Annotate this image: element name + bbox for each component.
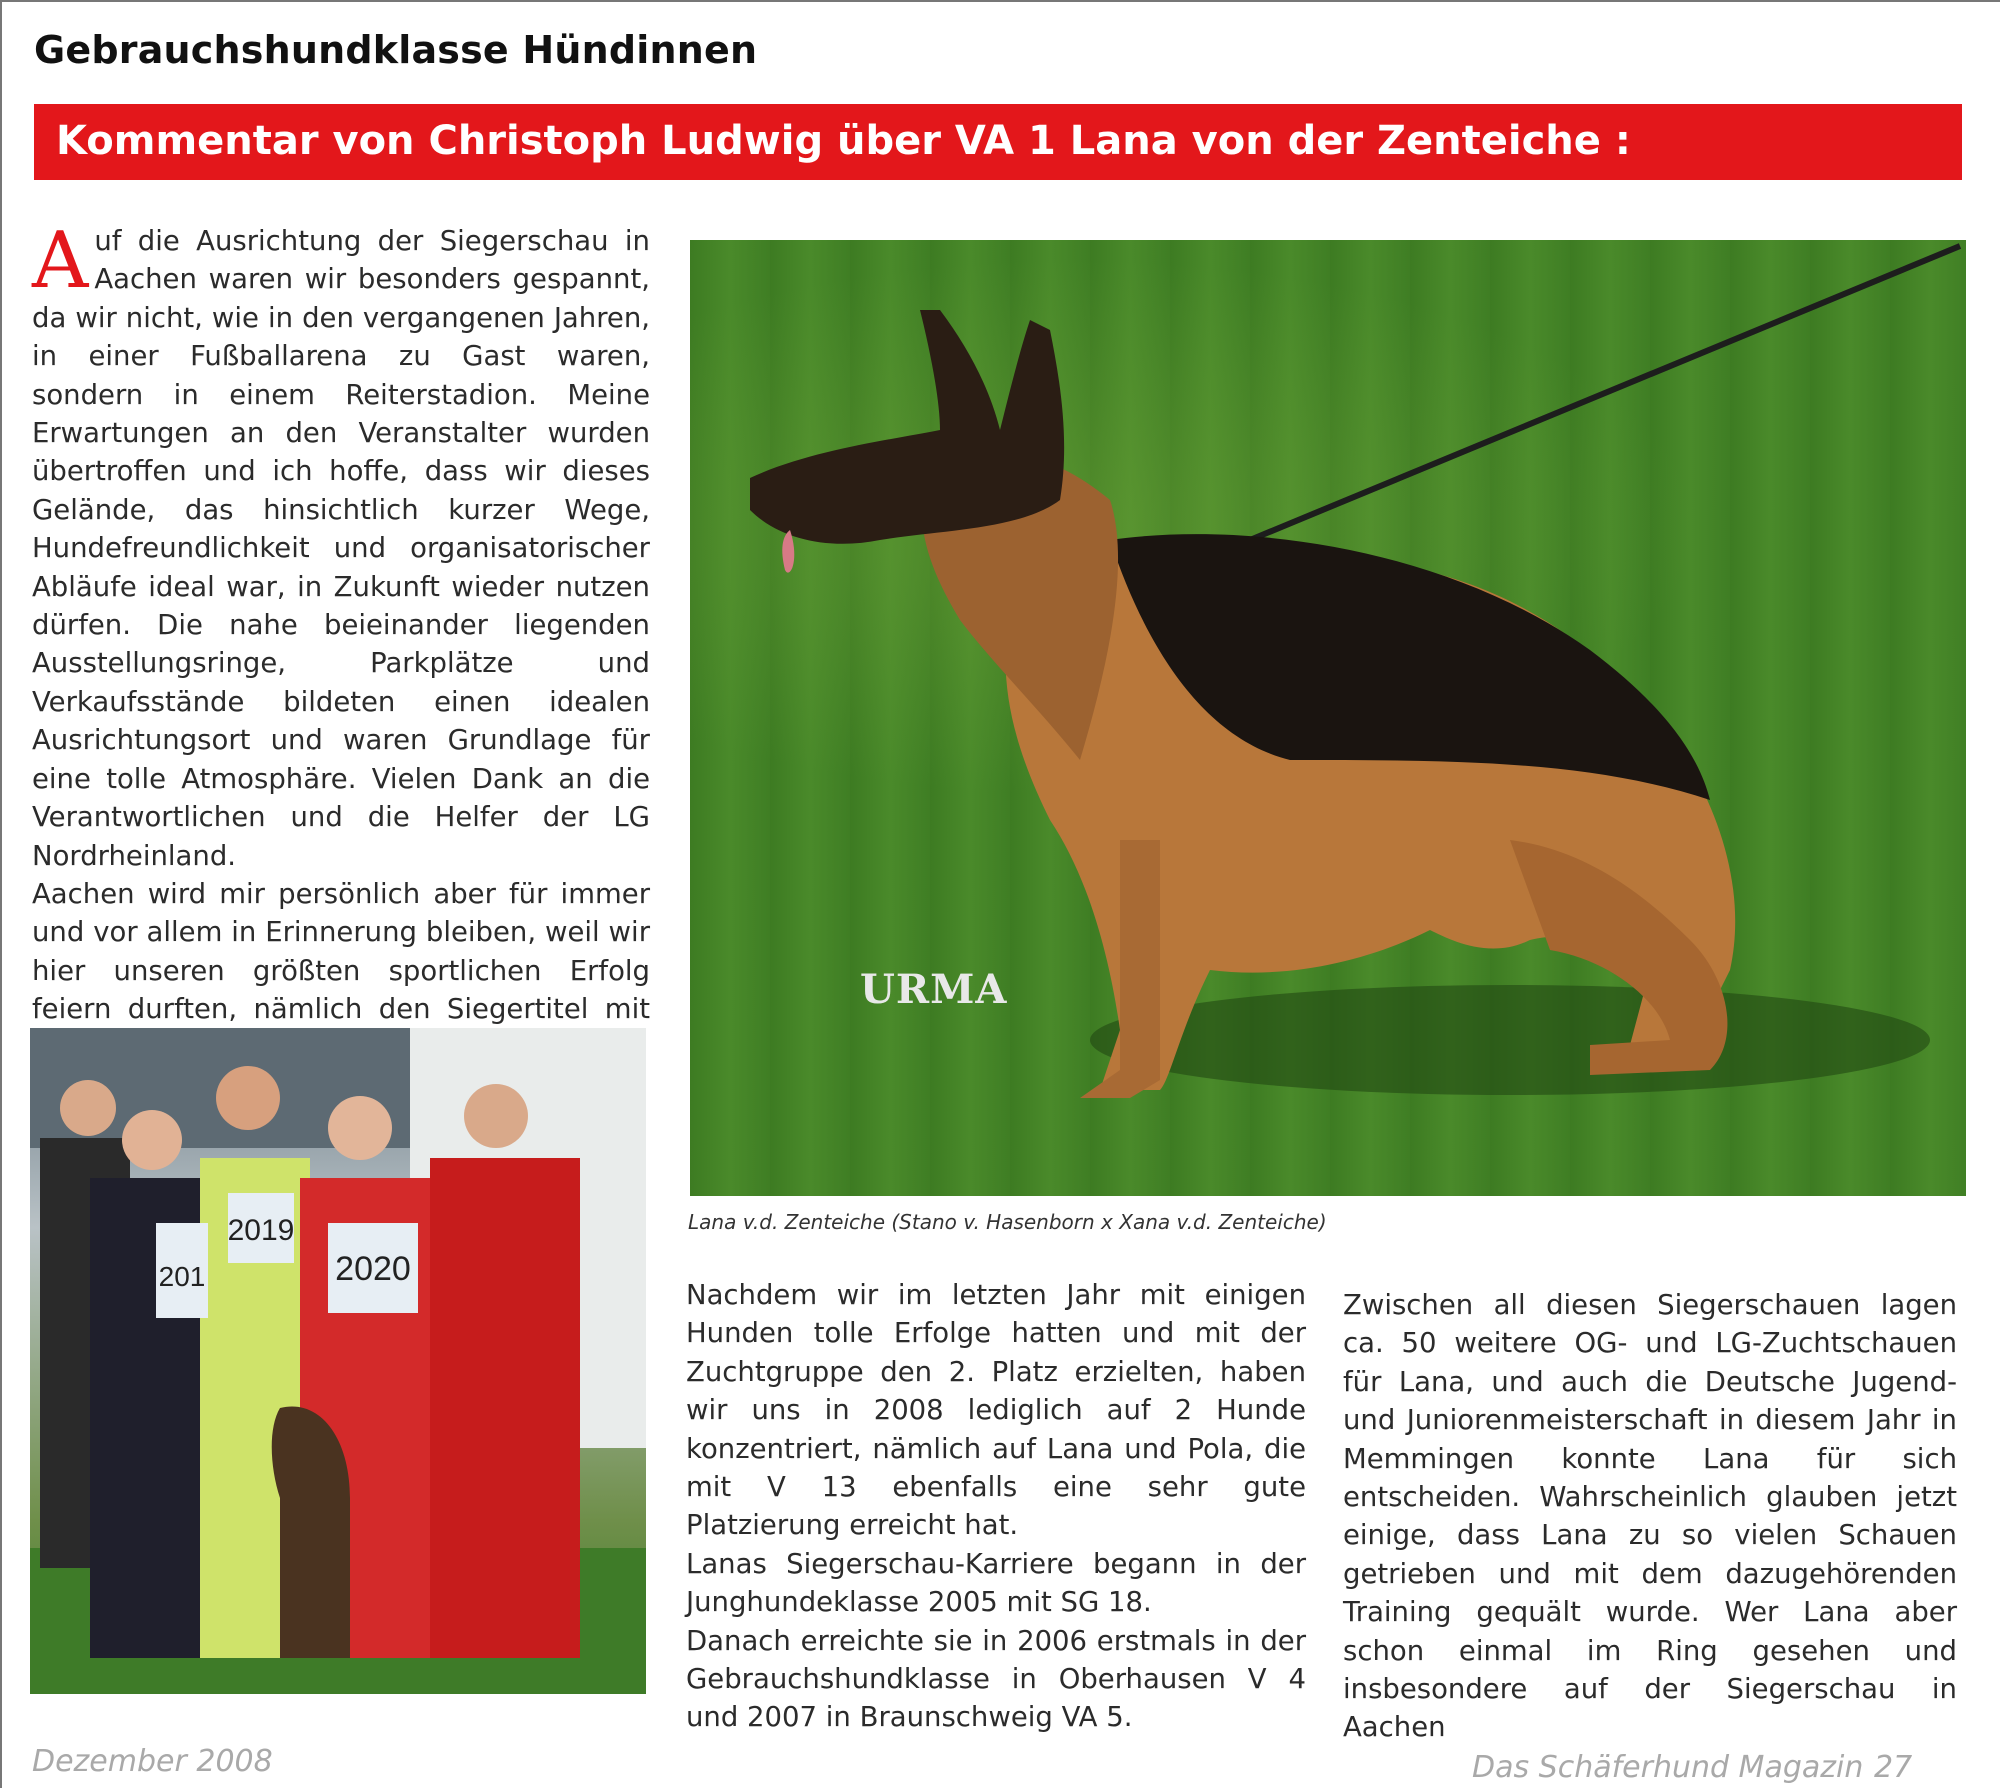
comment-banner [34,104,1962,180]
person-5 [430,1158,580,1658]
bib-201-number: 201 [158,1261,206,1292]
person-2-head [122,1110,182,1170]
middle-paragraph-3: Danach erreichte sie in 2006 erstmals in der Gebrauchshundklasse in Oberhausen V 4 und 2007 in Braunschweig VA 5. [686,1624,1306,1734]
right-paragraph-1: Zwischen all diesen Siegerschauen lagen ca. 50 weitere OG- und LG-Zuchtschauen für Lana, und auch die Deutsche Jugend- und Juniorenmeisterschaft in diesem Jahr in Memmingen konnte Lana für sich entscheiden. Wahrscheinlich glauben jetzt einige, dass Lana zu so vielen Schauen getrieben und mit dem dazugehörenden Training gequält wurde. Wer Lana aber schon einmal im Ring gesehen und insbesondere auf der Siegerschau in Aachen [1343,1289,1957,1744]
middle-paragraph-1: Nachdem wir im letzten Jahr mit einigen Hunden tolle Erfolge hatten und mit der Zuchtgruppe den 2. Platz erzielten, haben wir uns in 2008 lediglich auf 2 Hunde konzentriert, nämlich auf Lana und Pola, die mit V 13 ebenfalls eine sehr gute Platzierung erreicht hat. [686,1279,1306,1542]
dog-photo [690,240,1966,1196]
middle-column [686,1276,1306,1737]
photo-caption: Lana v.d. Zenteiche (Stano v. Hasenborn x Xana v.d. Zenteiche) [688,1210,1327,1234]
dog-illustration [690,240,1966,1196]
footer-magazine: Das Schäferhund Magazin [1472,1750,1864,1785]
dog-tongue [782,530,794,573]
dog-shadow [1090,985,1930,1095]
person-1-head [60,1080,116,1136]
bib-2020-number: 2020 [335,1250,411,1288]
intro-column [32,216,650,1067]
intro-paragraph-1-text: uf die Ausrichtung der Siegerschau in Aachen waren wir besonders gespannt, da wir nicht, wie in den vergangenen Jahren, in einer Fußballarena zu Gast waren, sondern in einem Reiterstadion. Meine Erwartungen an den Veranstalter wurden übertroffen und ich hoffe, dass wir dieses Gelände, das hinsichtlich kurzer Wege, Hundefreundlichkeit und organisatorischer Abläufe ideal war, in Zukunft wieder nutzen dürfen. Die nahe beieinander liegenden Ausstellungsringe, Parkplätze und Verkaufsstände bildeten einen idealen Ausrichtungsort und waren Grundlage für eine tolle Atmosphäre. Vielen Dank an die Verantwortlichen und die Helfer der LG Nordrheinland. [32,225,650,872]
group-photo [30,1028,646,1694]
person-3-head [216,1066,280,1130]
small-dog [272,1406,350,1658]
person-4-head [328,1096,392,1160]
banner-title: Kommentar von Christoph Ludwig über VA 1 Lana von der Zenteiche : [56,118,1631,164]
intro-paragraph-2: Aachen wird mir persönlich aber für immer und vor allem in Erinnerung bleiben, weil wir hier unseren größten sportlichen Erfolg feiern durften, nämlich den Siegertitel mit [32,877,650,1026]
drop-cap: A [32,216,89,306]
person-5-head [464,1084,528,1148]
middle-paragraph-2: Lanas Siegerschau-Karriere begann in der Junghundeklasse 2005 mit SG 18. [686,1547,1306,1619]
group-illustration [30,1028,646,1694]
dog-head [750,310,1064,544]
page-number: 27 [1874,1750,1913,1785]
section-title: Gebrauchshundklasse Hündinnen [34,28,758,72]
watermark: URMA [860,966,1008,1013]
footer-date: Dezember 2008 [32,1744,273,1779]
right-column [1343,1286,1957,1747]
leash [1250,246,1960,540]
bib-2019-number: 2019 [227,1214,295,1247]
intro-paragraph-1 [32,216,650,875]
